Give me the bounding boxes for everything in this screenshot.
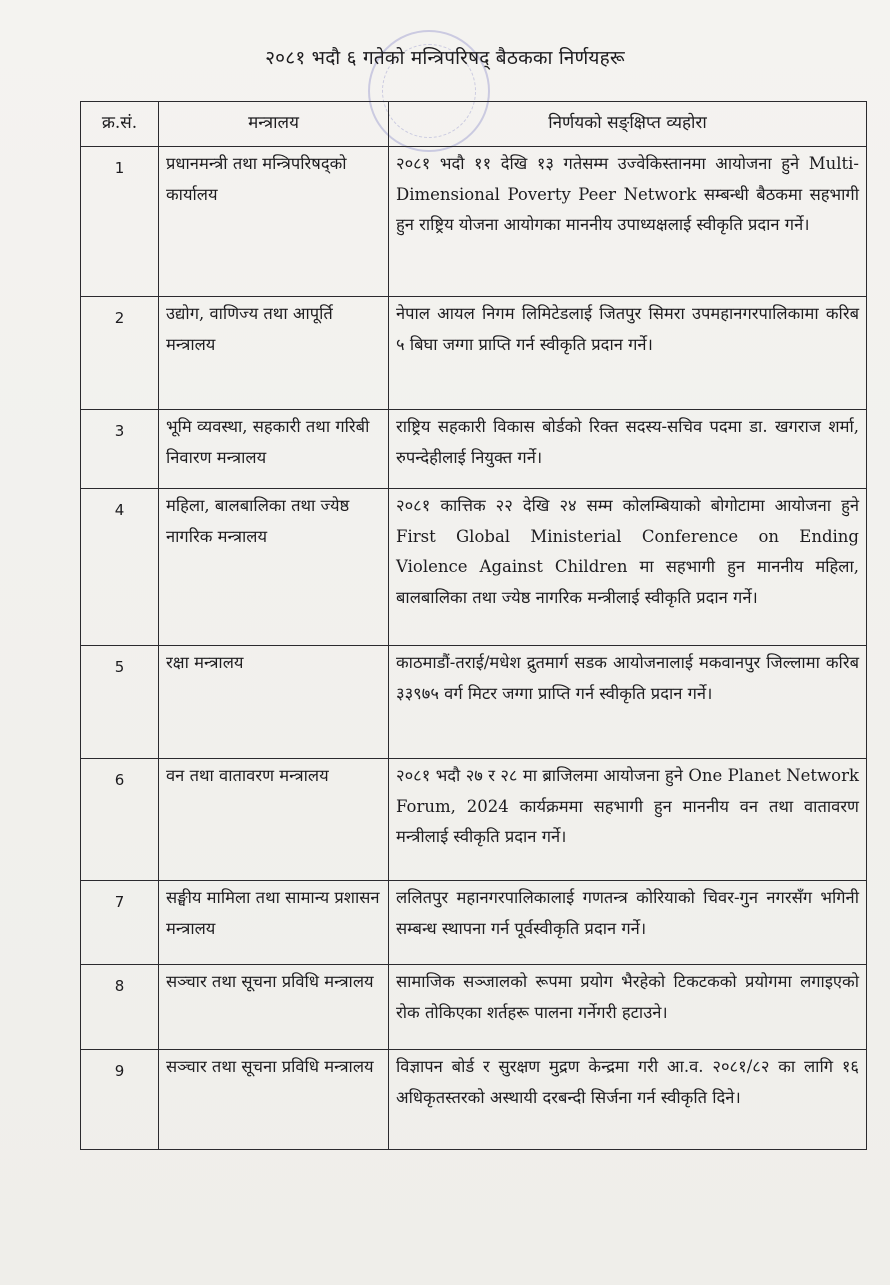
row-serial: 4: [81, 489, 159, 646]
row-decision: २०८१ भदौ ११ देखि १३ गतेसम्म उज्वेकिस्तानमा आयोजना हुने Multi-Dimensional Poverty Peer Network सम्बन्धी बैठकमा सहभागी हुन राष्ट्रिय योजना आयोगका माननीय उपाध्यक्षलाई स्वीकृति प्रदान गर्ने।: [389, 147, 867, 297]
row-ministry: वन तथा वातावरण मन्त्रालय: [159, 759, 389, 881]
row-ministry: महिला, बालबालिका तथा ज्येष्ठ नागरिक मन्त्रालय: [159, 489, 389, 646]
row-ministry: सञ्चार तथा सूचना प्रविधि मन्त्रालय: [159, 965, 389, 1050]
header-ministry: मन्त्रालय: [159, 102, 389, 147]
table-row: [81, 759, 867, 881]
row-serial: 9: [81, 1050, 159, 1150]
table-row: [81, 147, 867, 297]
row-serial: 5: [81, 646, 159, 759]
table-row: [81, 965, 867, 1050]
row-ministry: भूमि व्यवस्था, सहकारी तथा गरिबी निवारण मन्त्रालय: [159, 410, 389, 489]
row-serial: 6: [81, 759, 159, 881]
row-decision: नेपाल आयल निगम लिमिटेडलाई जितपुर सिमरा उपमहानगरपालिकामा करिब ५ बिघा जग्गा प्राप्ति गर्न स्वीकृति प्रदान गर्ने।: [389, 297, 867, 410]
row-ministry: सञ्चार तथा सूचना प्रविधि मन्त्रालय: [159, 1050, 389, 1150]
row-decision: सामाजिक सञ्जालको रूपमा प्रयोग भैरहेको टिकटकको प्रयोगमा लगाइएको रोक तोकिएका शर्तहरू पालना गर्नेगरी हटाउने।: [389, 965, 867, 1050]
row-serial: 3: [81, 410, 159, 489]
table-row: [81, 1050, 867, 1150]
header-decision: निर्णयको सङ्क्षिप्त व्यहोरा: [389, 102, 867, 147]
table-row: [81, 297, 867, 410]
row-decision: विज्ञापन बोर्ड र सुरक्षण मुद्रण केन्द्रमा गरी आ.व. २०८१/८२ का लागि १६ अधिकृतस्तरको अस्थायी दरबन्दी सिर्जना गर्न स्वीकृति दिने।: [389, 1050, 867, 1150]
row-ministry: उद्योग, वाणिज्य तथा आपूर्ति मन्त्रालय: [159, 297, 389, 410]
row-decision: काठमाडौं-तराई/मधेश द्रुतमार्ग सडक आयोजनालाई मकवानपुर जिल्लामा करिब ३३९७५ वर्ग मिटर जग्गा प्राप्ति गर्न स्वीकृति प्रदान गर्ने।: [389, 646, 867, 759]
row-serial: 2: [81, 297, 159, 410]
row-decision: राष्ट्रिय सहकारी विकास बोर्डको रिक्त सदस्य-सचिव पदमा डा. खगराज शर्मा, रुपन्देहीलाई नियुक्त गर्ने।: [389, 410, 867, 489]
table-row: [81, 881, 867, 965]
row-ministry: प्रधानमन्त्री तथा मन्त्रिपरिषद्को कार्यालय: [159, 147, 389, 297]
row-ministry: रक्षा मन्त्रालय: [159, 646, 389, 759]
row-decision: २०८१ भदौ २७ र २८ मा ब्राजिलमा आयोजना हुने One Planet Network Forum, 2024 कार्यक्रममा सहभागी हुन माननीय वन तथा वातावरण मन्त्रीलाई स्वीकृति प्रदान गर्ने।: [389, 759, 867, 881]
row-serial: 8: [81, 965, 159, 1050]
row-serial: 1: [81, 147, 159, 297]
decisions-table: [80, 101, 867, 1150]
row-ministry: सङ्घीय मामिला तथा सामान्य प्रशासन मन्त्रालय: [159, 881, 389, 965]
header-serial: क्र.सं.: [81, 102, 159, 147]
table-row: [81, 646, 867, 759]
table-header-row: [81, 102, 867, 147]
table-row: [81, 410, 867, 489]
row-decision: २०८१ कात्तिक २२ देखि २४ सम्म कोलम्बियाको बोगोटामा आयोजना हुने First Global Ministerial Conference on Ending Violence Against Children मा सहभागी हुन माननीय महिला, बालबालिका तथा ज्येष्ठ नागरिक मन्त्रीलाई स्वीकृति प्रदान गर्ने।: [389, 489, 867, 646]
row-serial: 7: [81, 881, 159, 965]
table-row: [81, 489, 867, 646]
row-decision: ललितपुर महानगरपालिकालाई गणतन्त्र कोरियाको चिवर-गुन नगरसँग भगिनी सम्बन्ध स्थापना गर्न पूर्वस्वीकृति प्रदान गर्ने।: [389, 881, 867, 965]
page-title: २०८१ भदौ ६ गतेको मन्त्रिपरिषद् बैठकका निर्णयहरू: [265, 47, 625, 69]
